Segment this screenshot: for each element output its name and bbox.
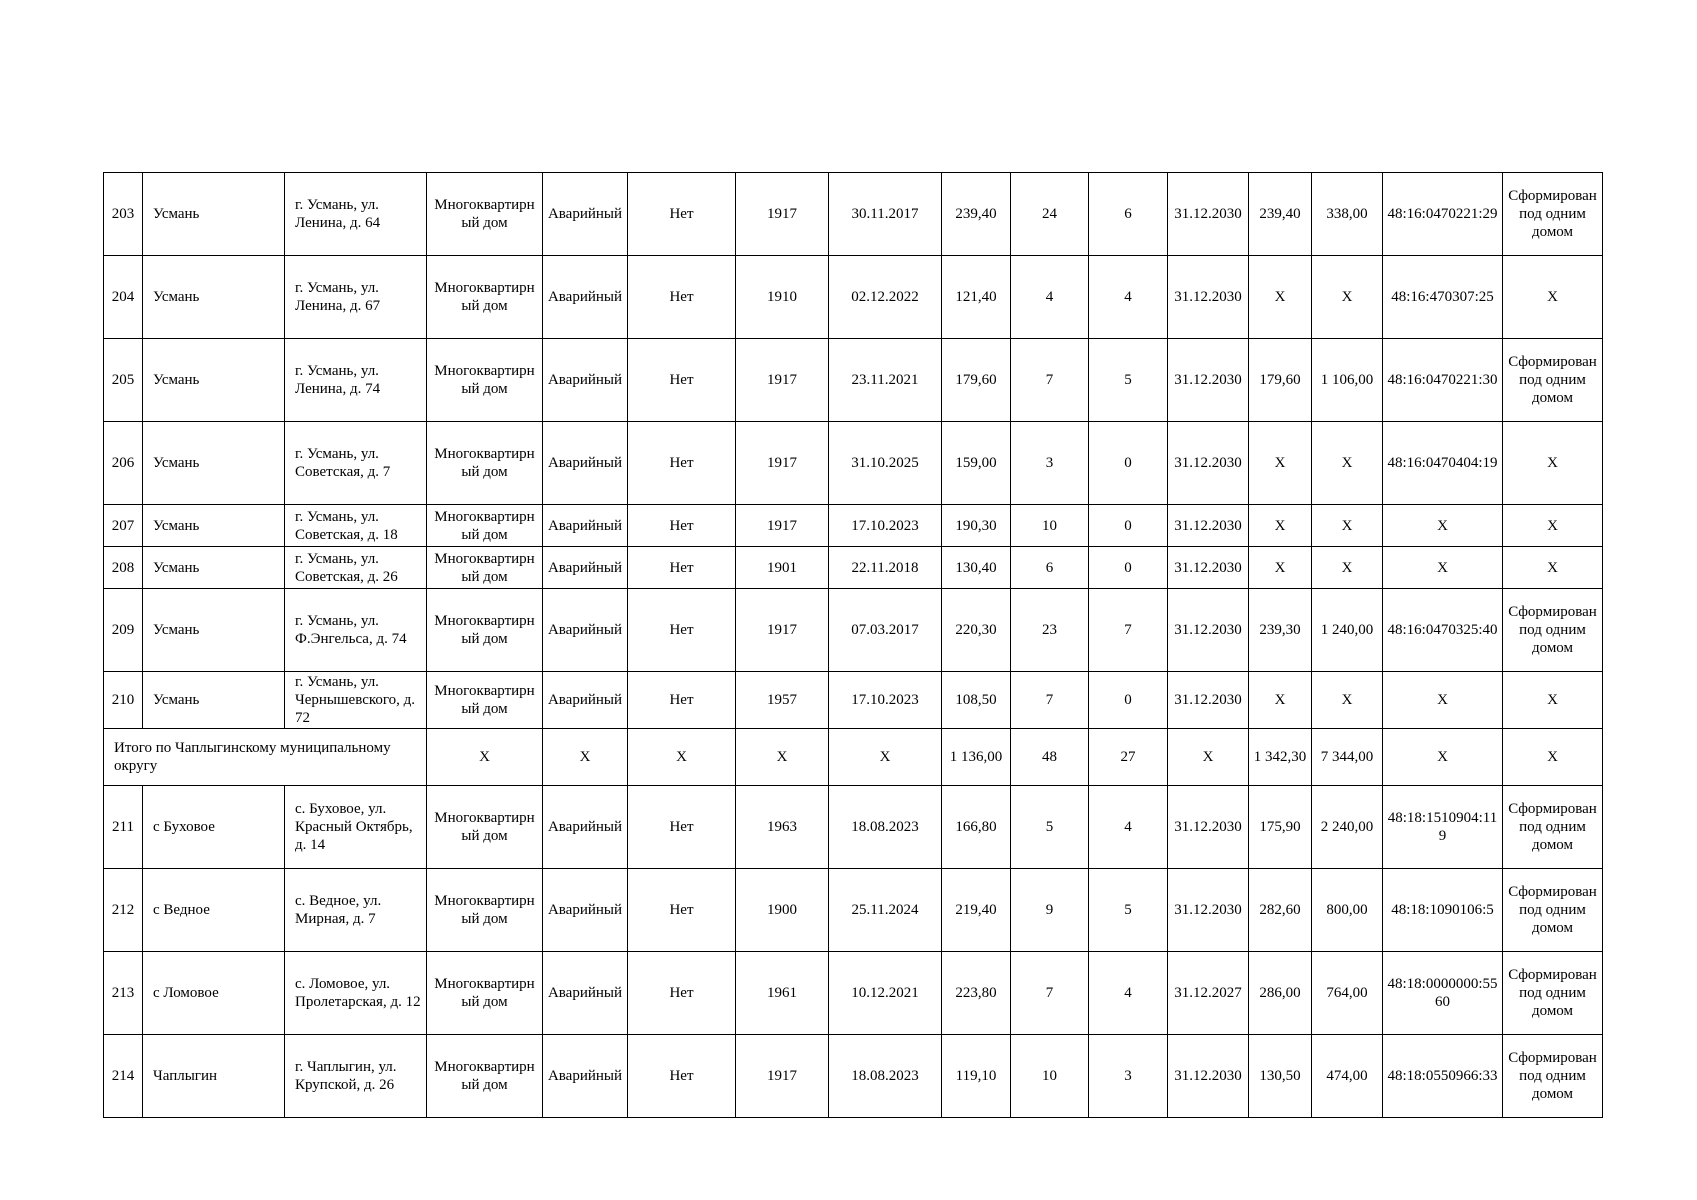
condition-cell: Аварийный [543, 786, 628, 869]
amount-cell: 474,00 [1312, 1035, 1383, 1118]
recognition-date-cell: 22.11.2018 [829, 547, 942, 589]
table-row [104, 589, 1603, 672]
build-year-cell: 1917 [736, 339, 829, 422]
table-body-chaplygin [104, 786, 1603, 1118]
row-number: 214 [104, 1035, 143, 1118]
amount-cell: X [1312, 547, 1383, 589]
total-area: 1 136,00 [942, 729, 1011, 786]
address-cell: с. Ломовое, ул. Пролетарская, д. 12 [285, 952, 427, 1035]
build-year-cell: 1901 [736, 547, 829, 589]
total-note: X [1503, 729, 1603, 786]
residents-cell: 24 [1011, 173, 1089, 256]
cadastral-number-cell: 48:18:1090106:5 [1383, 869, 1503, 952]
row-number: 209 [104, 589, 143, 672]
total-people: 48 [1011, 729, 1089, 786]
land-area-cell: 286,00 [1249, 952, 1312, 1035]
land-area-cell: 175,90 [1249, 786, 1312, 869]
table-row [104, 422, 1603, 505]
table-row [104, 339, 1603, 422]
table-row [104, 786, 1603, 869]
note-cell: Сформирован под одним домом [1503, 786, 1603, 869]
settlement-cell: Усмань [143, 672, 285, 729]
residents-cell: 7 [1011, 339, 1089, 422]
table-row [104, 505, 1603, 547]
land-area-cell: 130,50 [1249, 1035, 1312, 1118]
flag-cell: Нет [628, 589, 736, 672]
settlement-cell: Усмань [143, 339, 285, 422]
land-area-cell: X [1249, 547, 1312, 589]
amount-cell: 764,00 [1312, 952, 1383, 1035]
cadastral-number-cell: 48:18:1510904:119 [1383, 786, 1503, 869]
deadline-cell: 31.12.2027 [1168, 952, 1249, 1035]
area-cell: 220,30 [942, 589, 1011, 672]
cadastral-number-cell: X [1383, 505, 1503, 547]
premises-cell: 4 [1089, 786, 1168, 869]
total-row [104, 729, 1603, 786]
condition-cell: Аварийный [543, 256, 628, 339]
note-cell: Сформирован под одним домом [1503, 589, 1603, 672]
settlement-cell: с Ведное [143, 869, 285, 952]
flag-cell: Нет [628, 256, 736, 339]
premises-cell: 5 [1089, 869, 1168, 952]
address-cell: г. Усмань, ул. Ленина, д. 74 [285, 339, 427, 422]
flag-cell: Нет [628, 869, 736, 952]
cadastral-number-cell: X [1383, 672, 1503, 729]
settlement-cell: Усмань [143, 505, 285, 547]
area-cell: 190,30 [942, 505, 1011, 547]
residents-cell: 7 [1011, 952, 1089, 1035]
recognition-date-cell: 18.08.2023 [829, 786, 942, 869]
deadline-cell: 31.12.2030 [1168, 589, 1249, 672]
recognition-date-cell: 31.10.2025 [829, 422, 942, 505]
amount-cell: 338,00 [1312, 173, 1383, 256]
condition-cell: Аварийный [543, 952, 628, 1035]
area-cell: 179,60 [942, 339, 1011, 422]
premises-cell: 0 [1089, 505, 1168, 547]
address-cell: с. Ведное, ул. Мирная, д. 7 [285, 869, 427, 952]
cadastral-number-cell: 48:18:0000000:5560 [1383, 952, 1503, 1035]
residents-cell: 3 [1011, 422, 1089, 505]
flag-cell: Нет [628, 786, 736, 869]
premises-cell: 4 [1089, 952, 1168, 1035]
land-area-cell: X [1249, 256, 1312, 339]
row-number: 208 [104, 547, 143, 589]
table-row [104, 869, 1603, 952]
flag-cell: Нет [628, 339, 736, 422]
total-deadline: X [1168, 729, 1249, 786]
house-type-cell: Многоквартирный дом [427, 547, 543, 589]
land-area-cell: 179,60 [1249, 339, 1312, 422]
house-type-cell: Многоквартирный дом [427, 786, 543, 869]
deadline-cell: 31.12.2030 [1168, 422, 1249, 505]
settlement-cell: Чаплыгин [143, 1035, 285, 1118]
build-year-cell: 1961 [736, 952, 829, 1035]
land-area-cell: 239,30 [1249, 589, 1312, 672]
deadline-cell: 31.12.2030 [1168, 869, 1249, 952]
flag-cell: Нет [628, 1035, 736, 1118]
land-area-cell: 282,60 [1249, 869, 1312, 952]
house-type-cell: Многоквартирный дом [427, 173, 543, 256]
residents-cell: 10 [1011, 1035, 1089, 1118]
recognition-date-cell: 10.12.2021 [829, 952, 942, 1035]
amount-cell: 2 240,00 [1312, 786, 1383, 869]
amount-cell: X [1312, 256, 1383, 339]
land-area-cell: X [1249, 505, 1312, 547]
total-type: X [427, 729, 543, 786]
cadastral-number-cell: 48:16:0470221:29 [1383, 173, 1503, 256]
total-date: X [829, 729, 942, 786]
land-area-cell: X [1249, 672, 1312, 729]
flag-cell: Нет [628, 952, 736, 1035]
address-cell: г. Усмань, ул. Ф.Энгельса, д. 74 [285, 589, 427, 672]
deadline-cell: 31.12.2030 [1168, 339, 1249, 422]
residents-cell: 5 [1011, 786, 1089, 869]
amount-cell: 800,00 [1312, 869, 1383, 952]
area-cell: 219,40 [942, 869, 1011, 952]
area-cell: 121,40 [942, 256, 1011, 339]
build-year-cell: 1957 [736, 672, 829, 729]
condition-cell: Аварийный [543, 1035, 628, 1118]
row-number: 211 [104, 786, 143, 869]
flag-cell: Нет [628, 173, 736, 256]
premises-cell: 0 [1089, 422, 1168, 505]
residents-cell: 4 [1011, 256, 1089, 339]
recognition-date-cell: 18.08.2023 [829, 1035, 942, 1118]
area-cell: 239,40 [942, 173, 1011, 256]
house-type-cell: Многоквартирный дом [427, 422, 543, 505]
note-cell: X [1503, 505, 1603, 547]
house-type-cell: Многоквартирный дом [427, 339, 543, 422]
condition-cell: Аварийный [543, 547, 628, 589]
total-area2: 1 342,30 [1249, 729, 1312, 786]
house-type-cell: Многоквартирный дом [427, 589, 543, 672]
amount-cell: X [1312, 422, 1383, 505]
house-type-cell: Многоквартирный дом [427, 505, 543, 547]
address-cell: г. Усмань, ул. Ленина, д. 67 [285, 256, 427, 339]
address-cell: г. Усмань, ул. Советская, д. 18 [285, 505, 427, 547]
note-cell: X [1503, 547, 1603, 589]
recognition-date-cell: 17.10.2023 [829, 672, 942, 729]
deadline-cell: 31.12.2030 [1168, 256, 1249, 339]
build-year-cell: 1917 [736, 589, 829, 672]
row-number: 213 [104, 952, 143, 1035]
residents-cell: 9 [1011, 869, 1089, 952]
deadline-cell: 31.12.2030 [1168, 547, 1249, 589]
note-cell: X [1503, 256, 1603, 339]
note-cell: X [1503, 422, 1603, 505]
residents-cell: 23 [1011, 589, 1089, 672]
settlement-cell: Усмань [143, 256, 285, 339]
house-type-cell: Многоквартирный дом [427, 1035, 543, 1118]
build-year-cell: 1963 [736, 786, 829, 869]
house-type-cell: Многоквартирный дом [427, 256, 543, 339]
flag-cell: Нет [628, 547, 736, 589]
flag-cell: Нет [628, 505, 736, 547]
total-cadastral: X [1383, 729, 1503, 786]
row-number: 203 [104, 173, 143, 256]
table-row [104, 256, 1603, 339]
recognition-date-cell: 25.11.2024 [829, 869, 942, 952]
land-area-cell: 239,40 [1249, 173, 1312, 256]
build-year-cell: 1917 [736, 422, 829, 505]
house-type-cell: Многоквартирный дом [427, 672, 543, 729]
row-number: 205 [104, 339, 143, 422]
address-cell: г. Усмань, ул. Ленина, д. 64 [285, 173, 427, 256]
row-number: 210 [104, 672, 143, 729]
condition-cell: Аварийный [543, 173, 628, 256]
deadline-cell: 31.12.2030 [1168, 173, 1249, 256]
address-cell: г. Усмань, ул. Советская, д. 7 [285, 422, 427, 505]
note-cell: Сформирован под одним домом [1503, 869, 1603, 952]
residents-cell: 7 [1011, 672, 1089, 729]
cadastral-number-cell: 48:16:0470404:19 [1383, 422, 1503, 505]
residents-cell: 10 [1011, 505, 1089, 547]
condition-cell: Аварийный [543, 422, 628, 505]
cadastral-number-cell: 48:16:0470325:40 [1383, 589, 1503, 672]
cadastral-number-cell: X [1383, 547, 1503, 589]
condition-cell: Аварийный [543, 339, 628, 422]
amount-cell: 1 240,00 [1312, 589, 1383, 672]
total-label: Итого по Чаплыгинскому муниципальному округу [104, 729, 427, 786]
table-row [104, 672, 1603, 729]
condition-cell: Аварийный [543, 869, 628, 952]
recognition-date-cell: 07.03.2017 [829, 589, 942, 672]
premises-cell: 0 [1089, 672, 1168, 729]
cadastral-number-cell: 48:18:0550966:33 [1383, 1035, 1503, 1118]
premises-cell: 0 [1089, 547, 1168, 589]
total-rooms: 27 [1089, 729, 1168, 786]
house-type-cell: Многоквартирный дом [427, 952, 543, 1035]
condition-cell: Аварийный [543, 589, 628, 672]
table-row [104, 173, 1603, 256]
address-cell: г. Усмань, ул. Советская, д. 26 [285, 547, 427, 589]
address-cell: г. Чаплыгин, ул. Крупской, д. 26 [285, 1035, 427, 1118]
address-cell: с. Буховое, ул. Красный Октябрь, д. 14 [285, 786, 427, 869]
settlement-cell: Усмань [143, 547, 285, 589]
build-year-cell: 1917 [736, 505, 829, 547]
table-row [104, 547, 1603, 589]
area-cell: 119,10 [942, 1035, 1011, 1118]
area-cell: 159,00 [942, 422, 1011, 505]
row-number: 204 [104, 256, 143, 339]
premises-cell: 4 [1089, 256, 1168, 339]
total-flag: X [628, 729, 736, 786]
row-number: 206 [104, 422, 143, 505]
note-cell: Сформирован под одним домом [1503, 952, 1603, 1035]
condition-cell: Аварийный [543, 505, 628, 547]
deadline-cell: 31.12.2030 [1168, 1035, 1249, 1118]
housing-table [103, 172, 1603, 1118]
total-year: X [736, 729, 829, 786]
total-status: X [543, 729, 628, 786]
note-cell: Сформирован под одним домом [1503, 339, 1603, 422]
amount-cell: X [1312, 505, 1383, 547]
deadline-cell: 31.12.2030 [1168, 786, 1249, 869]
premises-cell: 6 [1089, 173, 1168, 256]
note-cell: Сформирован под одним домом [1503, 1035, 1603, 1118]
settlement-cell: с Буховое [143, 786, 285, 869]
cadastral-number-cell: 48:16:0470221:30 [1383, 339, 1503, 422]
recognition-date-cell: 17.10.2023 [829, 505, 942, 547]
flag-cell: Нет [628, 422, 736, 505]
amount-cell: 1 106,00 [1312, 339, 1383, 422]
area-cell: 130,40 [942, 547, 1011, 589]
address-cell: г. Усмань, ул. Чернышевского, д. 72 [285, 672, 427, 729]
flag-cell: Нет [628, 672, 736, 729]
cadastral-number-cell: 48:16:470307:25 [1383, 256, 1503, 339]
house-type-cell: Многоквартирный дом [427, 869, 543, 952]
premises-cell: 5 [1089, 339, 1168, 422]
build-year-cell: 1910 [736, 256, 829, 339]
build-year-cell: 1917 [736, 1035, 829, 1118]
note-cell: X [1503, 672, 1603, 729]
settlement-cell: Усмань [143, 422, 285, 505]
amount-cell: X [1312, 672, 1383, 729]
total-amount: 7 344,00 [1312, 729, 1383, 786]
deadline-cell: 31.12.2030 [1168, 505, 1249, 547]
settlement-cell: с Ломовое [143, 952, 285, 1035]
build-year-cell: 1900 [736, 869, 829, 952]
residents-cell: 6 [1011, 547, 1089, 589]
settlement-cell: Усмань [143, 589, 285, 672]
land-area-cell: X [1249, 422, 1312, 505]
deadline-cell: 31.12.2030 [1168, 672, 1249, 729]
row-number: 212 [104, 869, 143, 952]
area-cell: 223,80 [942, 952, 1011, 1035]
recognition-date-cell: 30.11.2017 [829, 173, 942, 256]
condition-cell: Аварийный [543, 672, 628, 729]
premises-cell: 7 [1089, 589, 1168, 672]
settlement-cell: Усмань [143, 173, 285, 256]
row-number: 207 [104, 505, 143, 547]
area-cell: 108,50 [942, 672, 1011, 729]
recognition-date-cell: 02.12.2022 [829, 256, 942, 339]
table-body-total [104, 729, 1603, 786]
table-row [104, 952, 1603, 1035]
note-cell: Сформирован под одним домом [1503, 173, 1603, 256]
area-cell: 166,80 [942, 786, 1011, 869]
recognition-date-cell: 23.11.2021 [829, 339, 942, 422]
build-year-cell: 1917 [736, 173, 829, 256]
table-row [104, 1035, 1603, 1118]
table-body-usman [104, 173, 1603, 729]
premises-cell: 3 [1089, 1035, 1168, 1118]
